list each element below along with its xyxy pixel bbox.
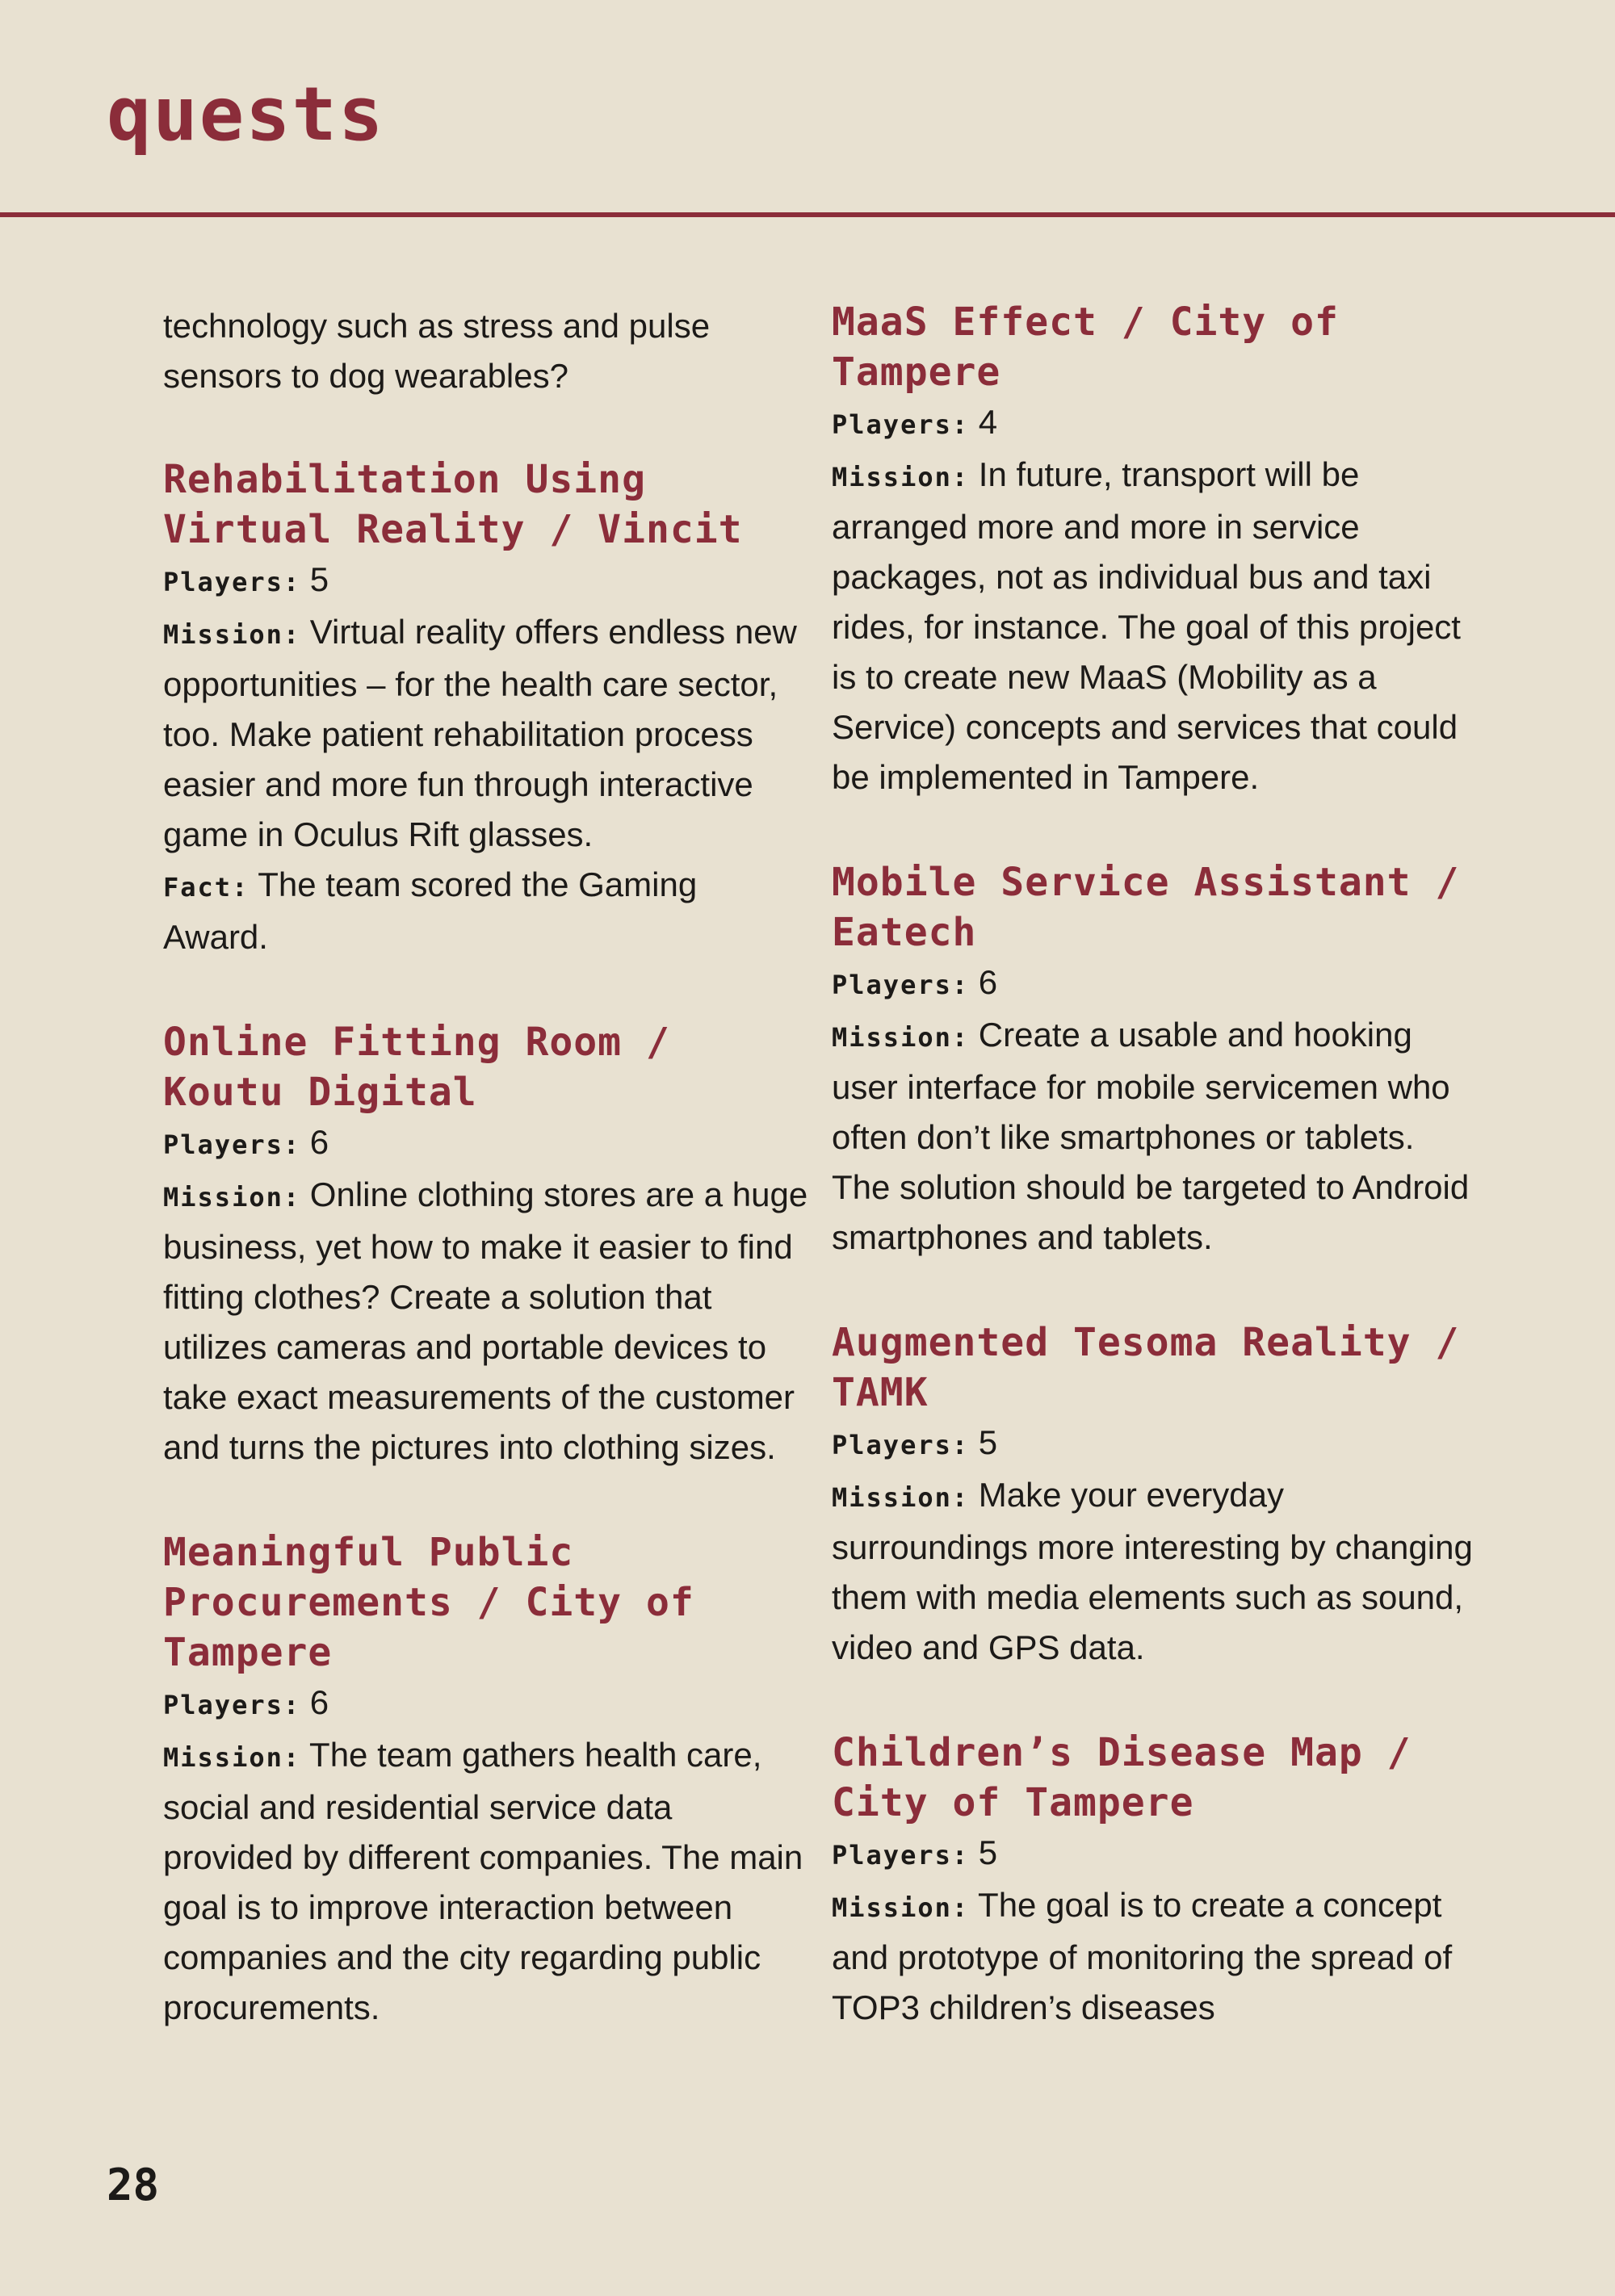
players-count: 5 [978,1423,998,1461]
players-count: 6 [309,1123,329,1161]
quest-players [832,397,1478,450]
header-divider [0,212,1615,217]
mission-label: Mission: [832,1892,970,1923]
players-label: Players: [832,1430,970,1460]
mission-label: Mission: [832,1482,970,1513]
mission-label: Mission: [163,619,301,650]
mission-label: Mission: [163,1182,301,1213]
quest-maas-effect [832,297,1478,802]
quest-fact [163,860,809,962]
intro-text: technology such as stress and pulse sensors to dog wearables? [163,307,711,395]
section-title: quests [107,71,385,157]
mission-text: The goal is to create a concept and prototype of monitoring the spread of TOP3 children’s diseases [832,1886,1453,2026]
quest-meaningful-public-procurements [163,1527,809,2033]
fact-label: Fact: [163,872,250,903]
quest-mission [832,450,1478,802]
fact-text: The team scored the Gaming Award. [163,865,698,956]
players-count: 6 [309,1683,329,1721]
mission-text: Make your everyday surroundings more interesting by changing them with media elements such as sound, video and GPS data. [832,1476,1473,1666]
players-label: Players: [163,567,301,597]
players-count: 6 [978,963,998,1001]
players-label: Players: [163,1129,301,1160]
quest-title: Mobile Service Assistant / Eatech [832,860,1460,955]
quest-mission [832,1470,1478,1673]
quest-mission [832,1010,1478,1263]
quest-players [163,1678,809,1730]
quest-mission [163,1170,809,1473]
quest-rehabilitation-vr [163,455,809,962]
mission-text: Virtual reality offers endless new opportunities – for the health care sector, too. Make patient rehabilitation process easier and more fun through interactive game in Oculus Rift glasses. [163,613,797,853]
quest-online-fitting-room [163,1017,809,1473]
mission-text: Online clothing stores are a huge business, yet how to make it easier to find fitting clothes? Create a solution that utilizes cameras and portable devices to take exact measurements of the customer and turns the pictures into clothing sizes. [163,1175,808,1466]
mission-label: Mission: [832,1022,970,1053]
quest-players [832,957,1478,1010]
quest-players [163,555,809,607]
quest-title: MaaS Effect / City of Tampere [832,300,1339,395]
quest-players [832,1828,1478,1880]
players-label: Players: [832,1840,970,1871]
quest-title: Online Fitting Room / Koutu Digital [163,1020,670,1115]
players-count: 5 [309,560,329,598]
quest-title: Meaningful Public Procurements / City of Tampere [163,1530,694,1675]
mission-text: Create a usable and hooking user interface for mobile servicemen who often don’t like smartphones or tablets. The solution should be targeted to Android smartphones and tablets. [832,1016,1470,1256]
quest-players [832,1418,1478,1470]
quest-players [163,1117,809,1170]
left-column [163,301,809,2088]
quest-mission [163,607,809,860]
quest-title: Rehabilitation Using Virtual Reality / Vincit [163,457,743,552]
players-label: Players: [832,409,970,440]
page-number: 28 [107,2160,160,2210]
mission-label: Mission: [832,462,970,492]
quest-mission [163,1730,809,2033]
players-count: 4 [978,403,998,441]
mission-label: Mission: [163,1742,301,1773]
quest-mission [832,1880,1478,2033]
quest-augmented-tesoma-reality [832,1318,1478,1673]
players-count: 5 [978,1833,998,1871]
quest-title: Children’s Disease Map / City of Tampere [832,1730,1412,1825]
quest-childrens-disease-map [832,1728,1478,2033]
mission-text: The team gathers health care, social and residential service data provided by different companies. The main goal is to improve interaction between companies and the city regarding public procurements. [163,1736,803,2026]
players-label: Players: [832,970,970,1000]
quest-title: Augmented Tesoma Reality / TAMK [832,1320,1460,1415]
mission-text: In future, transport will be arranged more and more in service packages, not as individual bus and taxi rides, for instance. The goal of this project is to create new MaaS (Mobility as a Service) concepts and services that could be implemented in Tampere. [832,455,1461,796]
quest-mobile-service-assistant [832,857,1478,1263]
players-label: Players: [163,1690,301,1720]
right-column [832,297,1478,2088]
